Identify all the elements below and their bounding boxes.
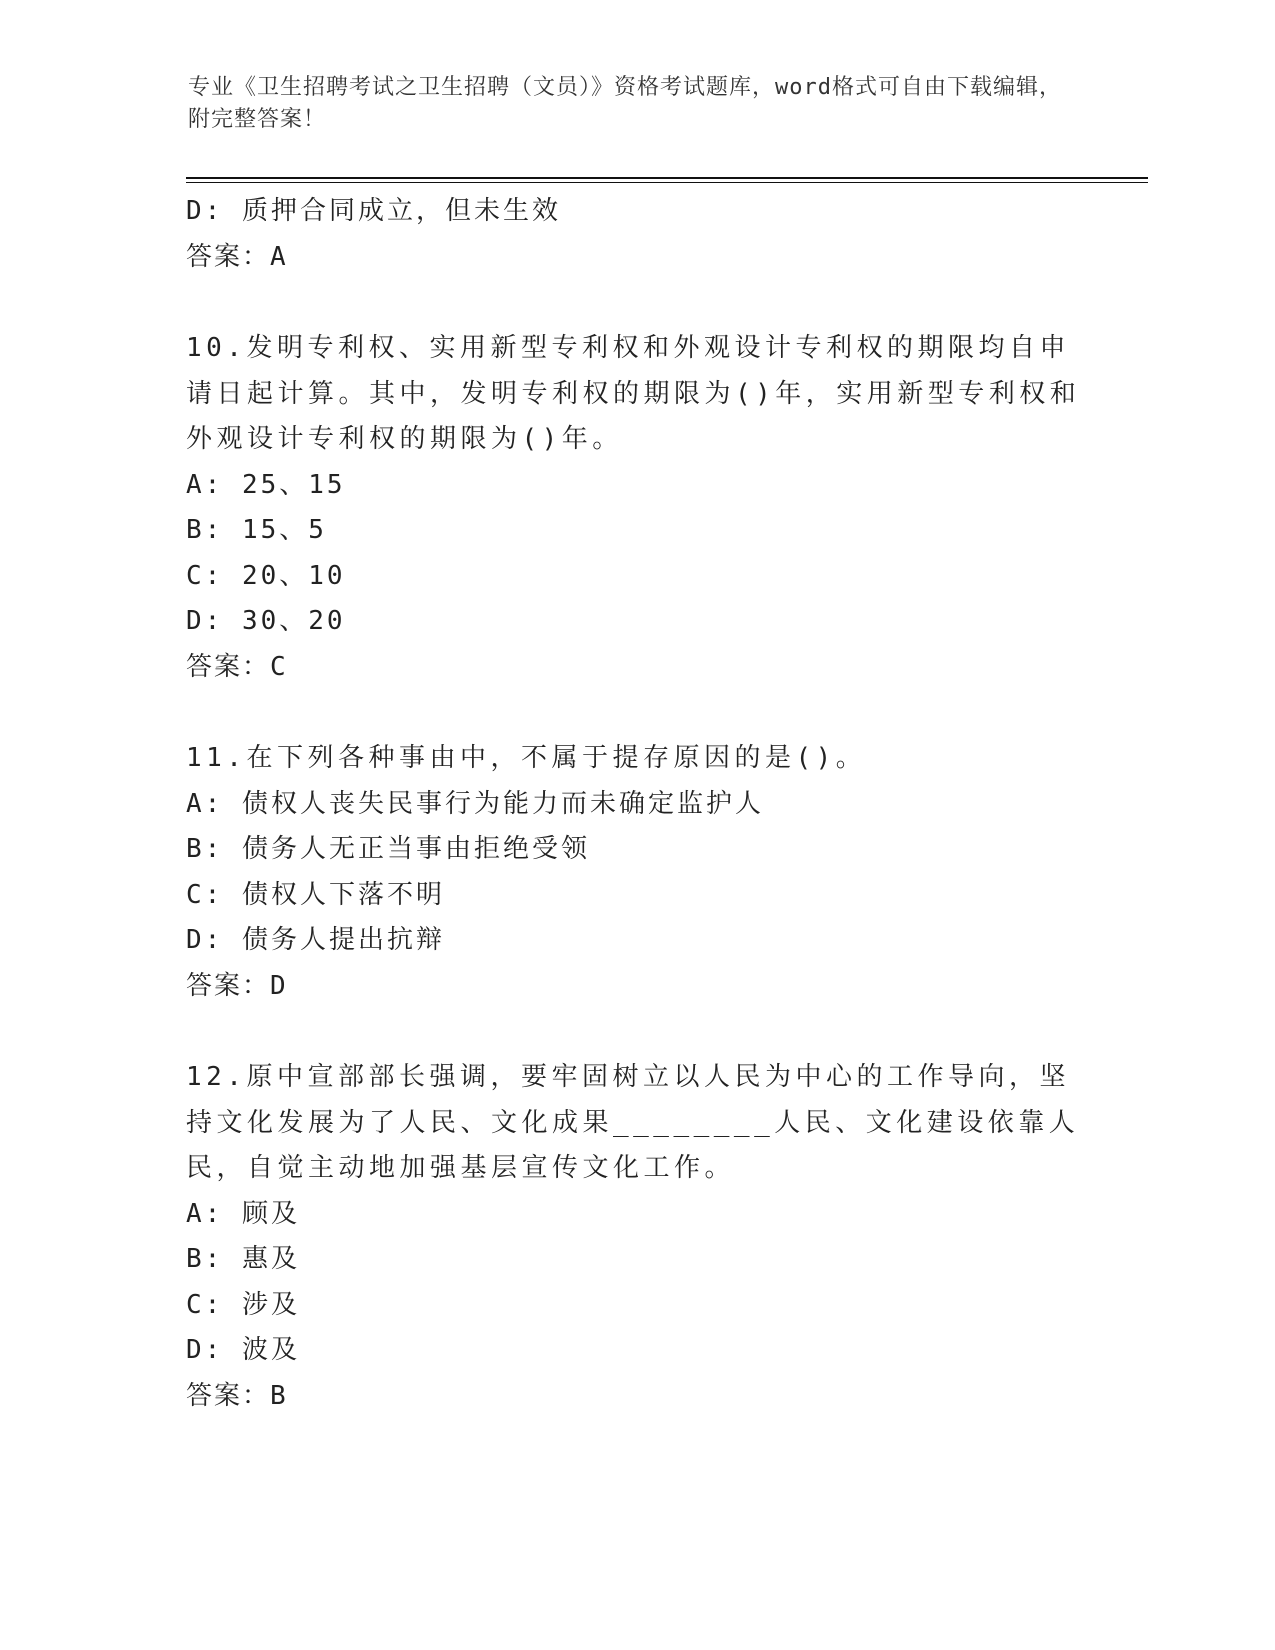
option-d: D: 30、20 [186, 606, 346, 636]
option-d: D: 债务人提出抗辩 [186, 925, 445, 955]
continued-option-d: D: 质押合同成立，但未生效 [186, 196, 561, 226]
option-d: D: 波及 [186, 1335, 300, 1365]
option-b: B: 15、5 [186, 515, 327, 545]
option-a: A: 25、15 [186, 469, 346, 500]
option-c: C: 债权人下落不明 [186, 879, 445, 910]
question-stem: 12.原中宣部部长强调，要牢固树立以人民为中心的工作导向，坚持文化发展为了人民、文化成果________人民、文化建设依靠人民，自觉主动地加强基层宣传文化工作。 [186, 1062, 1080, 1183]
answer: 答案：B [186, 1380, 288, 1411]
document-header: 专业《卫生招聘考试之卫生招聘（文员）》资格考试题库，word格式可自由下载编辑，附完整答案！ [188, 75, 1062, 132]
option-b: B: 惠及 [186, 1244, 300, 1274]
option-a: A: 债权人丧失民事行为能力而未确定监护人 [186, 788, 764, 819]
question-content [186, 189, 1086, 1419]
option-a: A: 顾及 [186, 1198, 300, 1229]
answer: 答案：D [186, 970, 288, 1001]
option-b: B: 债务人无正当事由拒绝受领 [186, 834, 590, 864]
question-12 [186, 1055, 1086, 1419]
answer: 答案：C [186, 651, 288, 682]
continued-answer: 答案：A [186, 241, 288, 272]
question-11 [186, 736, 1086, 1009]
question-stem: 10.发明专利权、实用新型专利权和外观设计专利权的期限均自申请日起计算。其中，发明专利权的期限为()年，实用新型专利权和外观设计专利权的期限为()年。 [186, 333, 1081, 454]
option-c: C: 涉及 [186, 1289, 300, 1320]
header-divider-thin [186, 182, 1148, 183]
header-divider-thick [186, 177, 1148, 179]
question-10 [186, 326, 1086, 690]
option-c: C: 20、10 [186, 560, 346, 591]
question-stem: 11.在下列各种事由中，不属于提存原因的是()。 [186, 743, 867, 773]
